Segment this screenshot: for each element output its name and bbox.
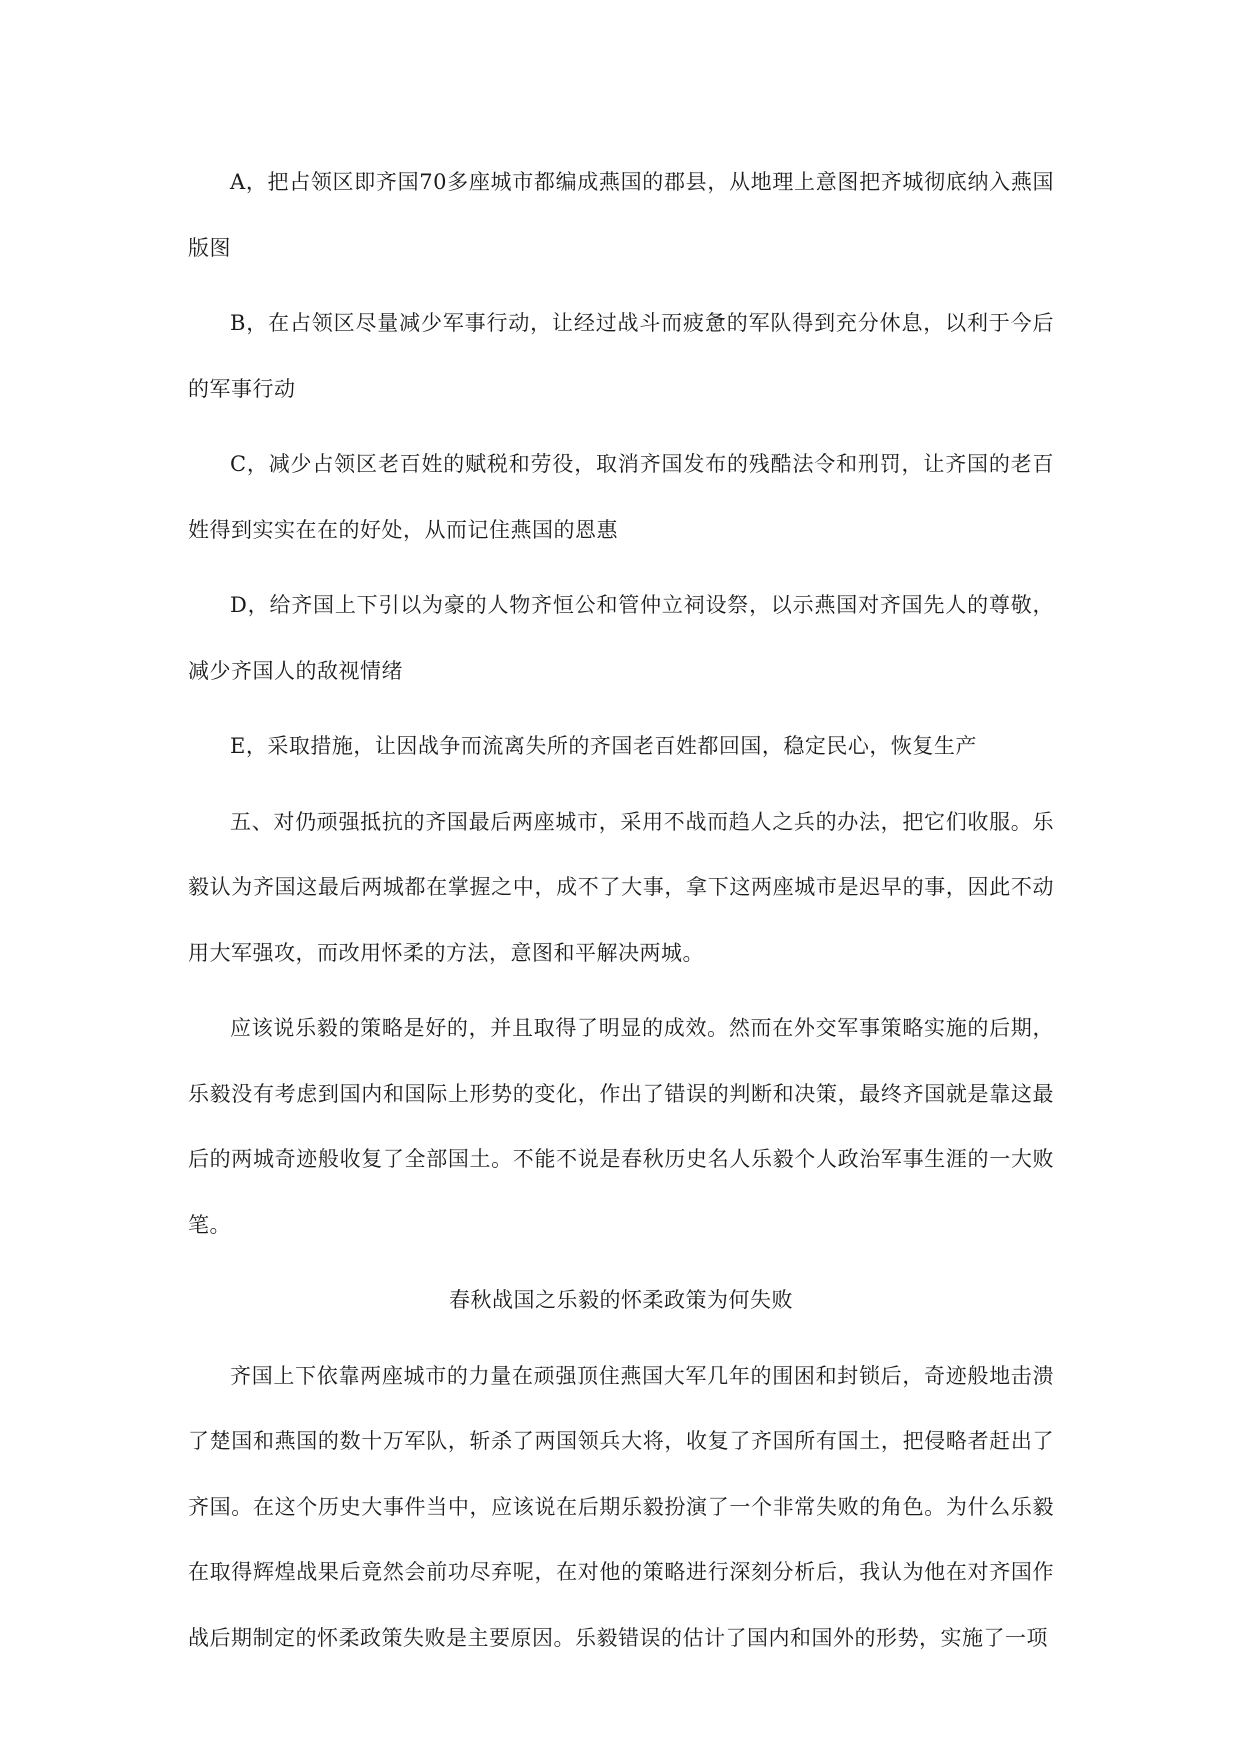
paragraph-option-b: B，在占领区尽量减少军事行动，让经过战斗而疲惫的军队得到充分休息，以利于今后的军事行动: [188, 311, 1054, 401]
document-page: [188, 150, 1054, 1681]
section-title: 春秋战国之乐毅的怀柔政策为何失败: [449, 1288, 793, 1312]
paragraph-assessment: 应该说乐毅的策略是好的，并且取得了明显的成效。然而在外交军事策略实施的后期，乐毅没有考虑到国内和国际上形势的变化，作出了错误的判断和决策，最终齐国就是靠这最后的两城奇迹般收复了全部国土。不能不说是春秋历史名人乐毅个人政治军事生涯的一大败笔。: [188, 1016, 1054, 1237]
paragraph-point-five: 五、对仍顽强抵抗的齐国最后两座城市，采用不战而趋人之兵的办法，把它们收服。乐毅认为齐国这最后两城都在掌握之中，成不了大事，拿下这两座城市是迟早的事，因此不动用大军强攻，而改用怀柔的方法，意图和平解决两城。: [188, 809, 1054, 965]
paragraph-option-c: C，减少占领区老百姓的赋税和劳役，取消齐国发布的残酷法令和刑罚，让齐国的老百姓得到实实在在的好处，从而记住燕国的恩惠: [188, 452, 1054, 542]
paragraph-analysis: 齐国上下依靠两座城市的力量在顽强顶住燕国大军几年的围困和封锁后，奇迹般地击溃了楚国和燕国的数十万军队，斩杀了两国领兵大将，收复了齐国所有国土，把侵略者赶出了齐国。在这个历史大事件当中，应该说在后期乐毅扮演了一个非常失败的角色。为什么乐毅在取得辉煌战果后竟然会前功尽弃呢，在对他的策略进行深刻分析后，我认为他在对齐国作战后期制定的怀柔政策失败是主要原因。乐毅错误的估计了国内和国外的形势，实施了一项: [188, 1363, 1054, 1650]
paragraph-option-a: A，把占领区即齐国70多座城市都编成燕国的郡县，从地理上意图把齐城彻底纳入燕国版图: [188, 170, 1054, 260]
paragraph-option-d: D，给齐国上下引以为豪的人物齐恒公和管仲立祠设祭，以示燕国对齐国先人的尊敬，减少齐国人的敌视情绪: [188, 593, 1054, 683]
paragraph-option-e: E，采取措施，让因战争而流离失所的齐国老百姓都回国，稳定民心，恢复生产: [230, 734, 977, 758]
